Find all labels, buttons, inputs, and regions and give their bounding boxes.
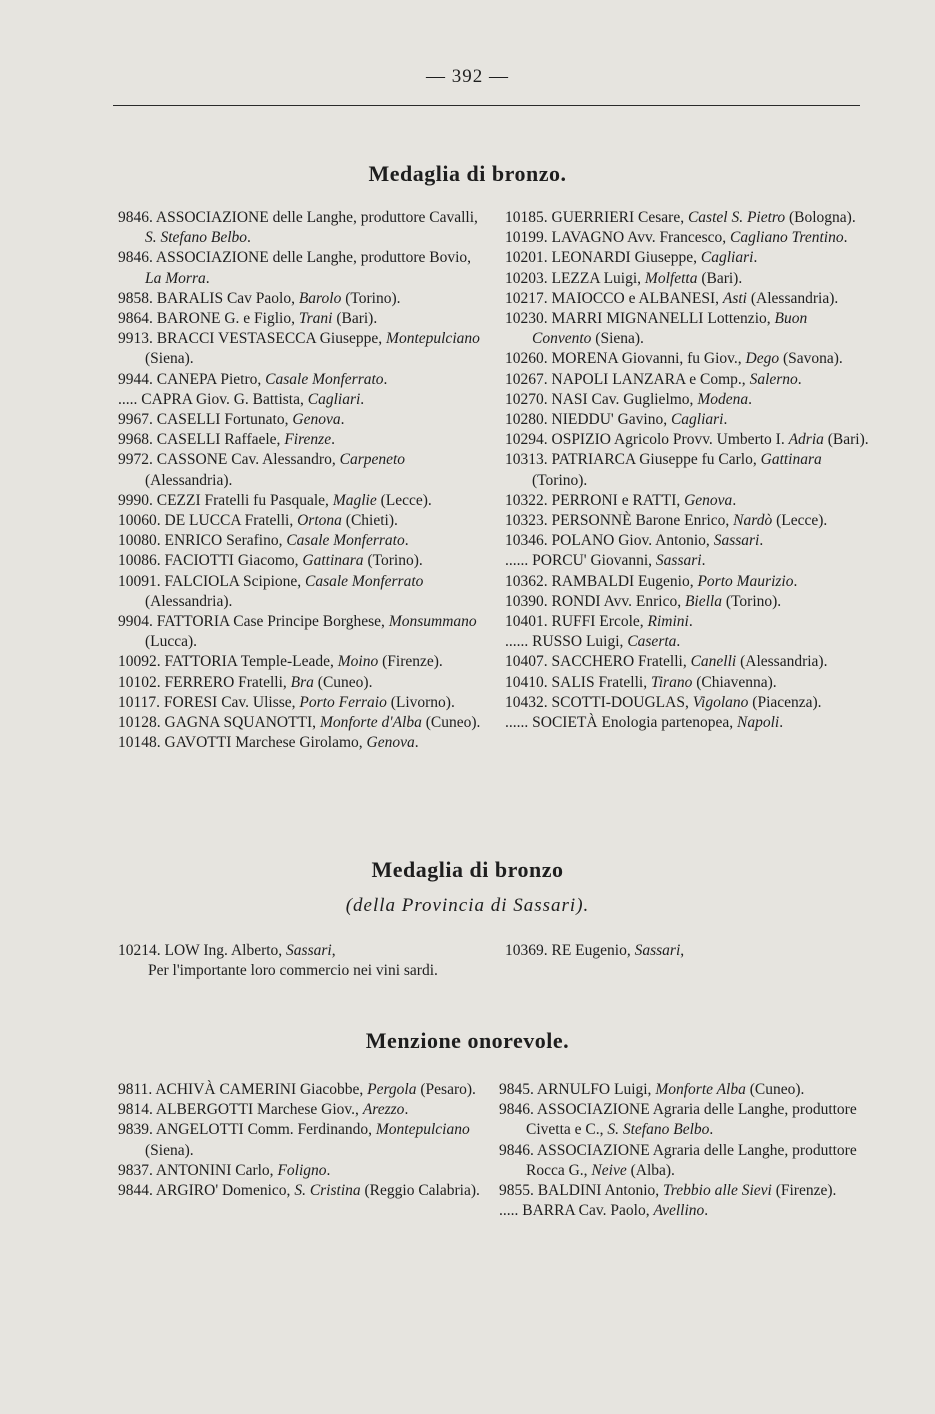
sassari-note: Per l'importante loro commercio nei vini sardi. [148, 962, 438, 979]
entry-text: 10128. GAGNA SQUANOTTI, [118, 714, 320, 732]
list-entry [505, 693, 870, 713]
entry-text: 9858. BARALIS Cav Paolo, [118, 289, 299, 307]
entry-text: 10201. LEONARDI Giuseppe, [505, 249, 701, 267]
section-title-bronze-sassari: Medaglia di bronzo [371, 857, 564, 882]
entry-text: 9846. ASSOCIAZIONE delle Langhe, produttore Cavalli, [118, 209, 478, 226]
list-entry [118, 309, 486, 329]
entry-place: Dego [745, 350, 780, 368]
list-entry [118, 491, 486, 511]
list-entry [118, 1181, 486, 1201]
list-entry [118, 612, 486, 652]
sassari-right-entry [505, 941, 684, 961]
entry-text: 10102. FERRERO Fratelli, [118, 673, 291, 691]
entry-suffix: . [701, 552, 706, 570]
entry-suffix: (Siena). [145, 1141, 194, 1159]
list-entry [505, 248, 870, 268]
entry-place: Casale Monferrato [265, 370, 384, 388]
entry-suffix: . [383, 370, 388, 388]
entry-suffix: (Siena). [145, 350, 194, 368]
entry-text: 9967. CASELLI Fortunato, [118, 411, 293, 429]
entry-text: 9839. ANGELOTTI Comm. Ferdinando, [118, 1121, 376, 1139]
entry-place: Napoli [737, 714, 780, 732]
entry-suffix: . [676, 633, 681, 651]
entry-text: 10294. OSPIZIO Agricolo Provv. Umberto I. [505, 431, 789, 449]
entry-place: Cagliari [670, 411, 724, 429]
entry-place: Sassari [634, 942, 681, 959]
entry-text: 10280. NIEDDU' Gavino, [505, 411, 671, 429]
entry-suffix: . [759, 532, 764, 550]
entry-suffix: (Piacenza). [748, 693, 822, 711]
entry-place: Casale Monferrato [305, 572, 424, 590]
list-entry [505, 551, 870, 571]
list-entry [118, 713, 486, 733]
list-entry [118, 572, 486, 612]
entry-place: Carpeneto [339, 451, 406, 469]
entry-suffix: (Bari). [823, 431, 869, 449]
entry-place: Sassari [655, 552, 702, 570]
entry-text: 9968. CASELLI Raffaele, [118, 431, 285, 449]
entry-place: Rimini [647, 613, 689, 631]
list-entry [499, 1100, 867, 1140]
entry-text: 10117. FORESI Cav. Ulisse, [118, 693, 300, 711]
entry-place: Foligno [277, 1161, 327, 1179]
entry-text: 10203. LEZZA Luigi, [505, 269, 645, 287]
entry-place: Molfetta [644, 269, 698, 287]
entry-place: Sassari [713, 532, 760, 550]
list-entry [505, 228, 870, 248]
entry-text: 10148. GAVOTTI Marchese Girolamo, [118, 734, 367, 752]
entry-text: 9811. ACHIVÀ CAMERINI Giacobbe, [118, 1081, 368, 1098]
entry-place: Modena [697, 390, 749, 408]
entry-suffix: (Alessandria). [736, 653, 828, 671]
list-entry [118, 208, 486, 248]
entry-text: 10313. PATRIARCA Giuseppe fu Carlo, [505, 451, 761, 469]
entry-suffix: (Torino). [532, 471, 588, 489]
entry-suffix: (Torino). [363, 552, 423, 570]
list-entry [118, 1161, 486, 1181]
entry-suffix: . [326, 1161, 331, 1179]
entry-text: 9944. CANEPA Pietro, [118, 370, 266, 388]
list-entry [505, 289, 870, 309]
entry-text: 9972. CASSONE Cav. Alessandro, [118, 451, 340, 469]
entry-suffix: . [331, 431, 335, 449]
entry-place: Caserta [627, 633, 677, 651]
entry-suffix: (Pesaro). [416, 1081, 476, 1098]
entry-text: 10323. PERSONNÈ Barone Enrico, [505, 512, 734, 530]
entry-text: 10322. PERRONI e RATTI, [505, 491, 685, 509]
entry-text: 10410. SALIS Fratelli, [505, 673, 651, 691]
entry-place: Arezzo [362, 1101, 405, 1119]
entry-place: Adria [788, 431, 824, 449]
list-entry [118, 652, 486, 672]
list-entry [118, 1120, 486, 1160]
entry-text: 10217. MAIOCCO e ALBANESI, [505, 289, 723, 307]
entry-place: Castel S. Pietro [687, 209, 786, 226]
list-entry [118, 733, 486, 753]
entry-suffix: . [340, 411, 345, 429]
entry-text: 9913. BRACCI VESTASECCA Giuseppe, [118, 330, 387, 348]
entry-suffix: (Bologna). [785, 209, 856, 226]
entry-suffix: (Lecce). [376, 491, 432, 509]
list-entry [118, 370, 486, 390]
list-entry [505, 370, 870, 390]
list-entry [505, 430, 870, 450]
entry-suffix: . [688, 613, 693, 631]
entry-place: S. Cristina [294, 1182, 361, 1200]
entry-place: Barolo [298, 289, 342, 307]
entry-suffix: . [793, 572, 798, 590]
entry-place: Monforte d'Alba [319, 714, 422, 732]
list-entry [505, 349, 870, 369]
entry-suffix: (Bari). [332, 310, 378, 328]
entry-place: Vigolano [692, 693, 749, 711]
entry-place: Porto Maurizio [697, 572, 794, 590]
list-entry [118, 450, 486, 490]
entry-text: 9845. ARNULFO Luigi, [499, 1081, 656, 1098]
entry-suffix: . [205, 269, 210, 287]
entry-suffix: (Livorno). [386, 693, 455, 711]
entry-text: 10267. NAPOLI LANZARA e Comp., [505, 370, 750, 388]
entry-text: ...... RUSSO Luigi, [505, 633, 628, 651]
entry-text: 10185. GUERRIERI Cesare, [505, 209, 688, 226]
bronze-left-column [118, 208, 486, 753]
list-entry [118, 551, 486, 571]
entry-text: 9990. CEZZI Fratelli fu Pasquale, [118, 491, 333, 509]
entry-suffix: (Cuneo). [313, 673, 373, 691]
entry-place: Ortona [297, 512, 342, 530]
entry-place: Monsummano [388, 613, 477, 631]
list-entry [499, 1201, 867, 1221]
list-entry [499, 1080, 867, 1100]
entry-text: 10230. MARRI MIGNANELLI Lottenzio, [505, 310, 775, 328]
entry-place: Genova [684, 491, 733, 509]
list-entry [505, 592, 870, 612]
entry-suffix: . [360, 390, 365, 408]
entry-text: 10091. FALCIOLA Scipione, [118, 572, 305, 590]
entry-place: Gattinara [302, 552, 364, 570]
entry-suffix: (Siena). [591, 330, 644, 348]
entry-place: Trebbio alle Sievi [663, 1182, 772, 1200]
entry-suffix: . [704, 1202, 709, 1220]
entry-suffix: . [723, 411, 728, 429]
entry-place: Maglie [332, 491, 377, 509]
list-entry [118, 1080, 486, 1100]
list-entry [499, 1141, 867, 1181]
entry-text: 10060. DE LUCCA Fratelli, [118, 512, 298, 530]
entry-suffix: (Alessandria). [145, 592, 233, 610]
entry-place: Porto Ferraio [299, 693, 387, 711]
entry-place: Montepulciano [375, 1121, 470, 1139]
entry-suffix: (Firenze). [771, 1182, 837, 1200]
list-entry [505, 511, 870, 531]
list-entry [505, 673, 870, 693]
entry-place: Bra [290, 673, 314, 691]
list-entry [505, 450, 870, 490]
entry-text: 10214. LOW Ing. Alberto, [118, 942, 287, 959]
entry-suffix: . [732, 491, 737, 509]
list-entry [118, 289, 486, 309]
entry-place: Neive [591, 1161, 627, 1179]
entry-text: 9844. ARGIRO' Domenico, [118, 1182, 295, 1200]
entry-place: Genova [292, 411, 341, 429]
entry-text: ...... SOCIETÀ Enologia partenopea, [505, 714, 738, 732]
mention-left-column [118, 1080, 486, 1201]
entry-place: Moino [337, 653, 379, 671]
list-entry [118, 1100, 486, 1120]
entry-suffix: (Alessandria). [145, 471, 233, 489]
entry-place: S. Stefano Belbo [607, 1121, 710, 1139]
entry-suffix: (Torino). [721, 592, 782, 610]
sassari-left-entry [118, 941, 336, 961]
section-title-mention: Menzione onorevole. [365, 1028, 570, 1053]
list-entry [118, 430, 486, 450]
entry-place: Montepulciano [386, 330, 480, 348]
entry-text: 10346. POLANO Giov. Antonio, [505, 532, 714, 550]
entry-place: Cagliari [307, 390, 361, 408]
list-entry [499, 1181, 867, 1201]
entry-suffix: (Cuneo). [421, 714, 481, 732]
entry-text: 9814. ALBERGOTTI Marchese Giov., [118, 1101, 363, 1119]
entry-text: 10407. SACCHERO Fratelli, [505, 653, 691, 671]
header-rule [113, 105, 860, 106]
list-entry [505, 410, 870, 430]
entry-suffix: . [753, 249, 758, 267]
entry-text: 10086. FACIOTTI Giacomo, [118, 552, 303, 570]
entry-place: S. Stefano Belbo [145, 229, 248, 247]
entry-text: 10362. RAMBALDI Eugenio, [505, 572, 698, 590]
list-entry [505, 572, 870, 592]
entry-suffix: (Savona). [779, 350, 843, 368]
entry-text: 9837. ANTONINI Carlo, [118, 1161, 278, 1179]
list-entry [118, 390, 486, 410]
entry-text: 10260. MORENA Giovanni, fu Giov., [505, 350, 746, 368]
list-entry [505, 612, 870, 632]
entry-suffix: , [331, 942, 336, 959]
entry-suffix: (Cuneo). [745, 1081, 805, 1098]
mention-right-column [499, 1080, 867, 1221]
entry-text: 9855. BALDINI Antonio, [499, 1182, 664, 1200]
entry-text: 10270. NASI Cav. Guglielmo, [505, 390, 698, 408]
entry-place: Tirano [650, 673, 693, 691]
page-number: — 392 — [426, 66, 509, 87]
entry-text: 10390. RONDI Avv. Enrico, [505, 592, 685, 610]
entry-suffix: (Alba). [626, 1161, 675, 1179]
list-entry [505, 713, 870, 733]
entry-place: Salerno [749, 370, 798, 388]
entry-place: Pergola [367, 1081, 417, 1098]
entry-text: 10432. SCOTTI-DOUGLAS, [505, 693, 693, 711]
entry-place: La Morra [145, 269, 206, 287]
entry-text: 10080. ENRICO Serafino, [118, 532, 287, 550]
entry-suffix: (Reggio Calabria). [360, 1182, 480, 1200]
entry-place: Casale Monferrato [286, 532, 405, 550]
list-entry [505, 491, 870, 511]
entry-place: Nardò [733, 512, 773, 530]
entry-place: Avellino [653, 1202, 705, 1220]
entry-text: 10369. RE Eugenio, [505, 942, 635, 959]
entry-suffix: . [709, 1121, 714, 1139]
entry-text: 9846. ASSOCIAZIONE Agraria delle Langhe, produttore Rocca G., [499, 1141, 857, 1179]
entry-place: Sassari [286, 942, 332, 959]
entry-text: ..... BARRA Cav. Paolo, [499, 1202, 654, 1220]
entry-suffix: (Lucca). [145, 633, 198, 651]
entry-text: 10401. RUFFI Ercole, [505, 613, 648, 631]
entry-text: 10199. LAVAGNO Avv. Francesco, [505, 229, 731, 247]
entry-place: Firenze [284, 431, 332, 449]
list-entry [118, 693, 486, 713]
list-entry [118, 673, 486, 693]
list-entry [505, 531, 870, 551]
entry-suffix: . [797, 370, 802, 388]
entry-text: 9904. FATTORIA Case Principe Borghese, [118, 613, 389, 631]
list-entry [505, 390, 870, 410]
entry-suffix: . [843, 229, 848, 247]
entry-suffix: . [404, 1101, 409, 1119]
entry-suffix: (Alessandria). [747, 289, 839, 307]
entry-suffix: (Chiavenna). [692, 673, 777, 691]
entry-place: Buon Convento [532, 310, 808, 348]
entry-text: 10092. FATTORIA Temple-Leade, [118, 653, 338, 671]
entry-place: Genova [366, 734, 415, 752]
entry-suffix: . [779, 714, 784, 732]
list-entry [505, 208, 870, 228]
list-entry [118, 410, 486, 430]
list-entry [118, 531, 486, 551]
section-title-bronze: Medaglia di bronzo. [368, 161, 567, 186]
entry-place: Asti [722, 289, 747, 307]
list-entry [505, 652, 870, 672]
list-entry [505, 632, 870, 652]
entry-text: ...... PORCU' Giovanni, [505, 552, 656, 570]
entry-suffix: , [680, 942, 685, 959]
entry-place: Trani [298, 310, 333, 328]
list-entry [505, 269, 870, 289]
entry-suffix: (Bari). [697, 269, 743, 287]
entry-place: Biella [684, 592, 722, 610]
entry-text: 9846. ASSOCIAZIONE delle Langhe, produttore Bovio, [118, 249, 472, 267]
list-entry [118, 329, 486, 369]
entry-suffix: . [748, 390, 752, 408]
entry-place: Gattinara [760, 451, 822, 469]
list-entry [118, 248, 486, 288]
list-entry [118, 511, 486, 531]
entry-suffix: . [404, 532, 409, 550]
entry-place: Cagliari [700, 249, 754, 267]
entry-suffix: . [247, 229, 251, 247]
entry-suffix: (Chieti). [341, 512, 398, 530]
entry-text: 9846. ASSOCIAZIONE Agraria delle Langhe, produttore Civetta e C., [499, 1101, 857, 1139]
entry-suffix: (Lecce). [772, 512, 828, 530]
entry-place: Cagliano Trentino [730, 229, 844, 247]
entry-place: Monforte Alba [655, 1081, 746, 1098]
section-subtitle-sassari: (della Provincia di Sassari). [345, 895, 590, 916]
bronze-right-column [505, 208, 870, 733]
entry-place: Canelli [690, 653, 737, 671]
list-entry [505, 309, 870, 349]
entry-suffix: (Torino). [341, 289, 401, 307]
entry-text: ..... CAPRA Giov. G. Battista, [118, 390, 308, 408]
entry-suffix: . [414, 734, 419, 752]
entry-text: 9864. BARONE G. e Figlio, [118, 310, 299, 328]
entry-suffix: (Firenze). [378, 653, 443, 671]
